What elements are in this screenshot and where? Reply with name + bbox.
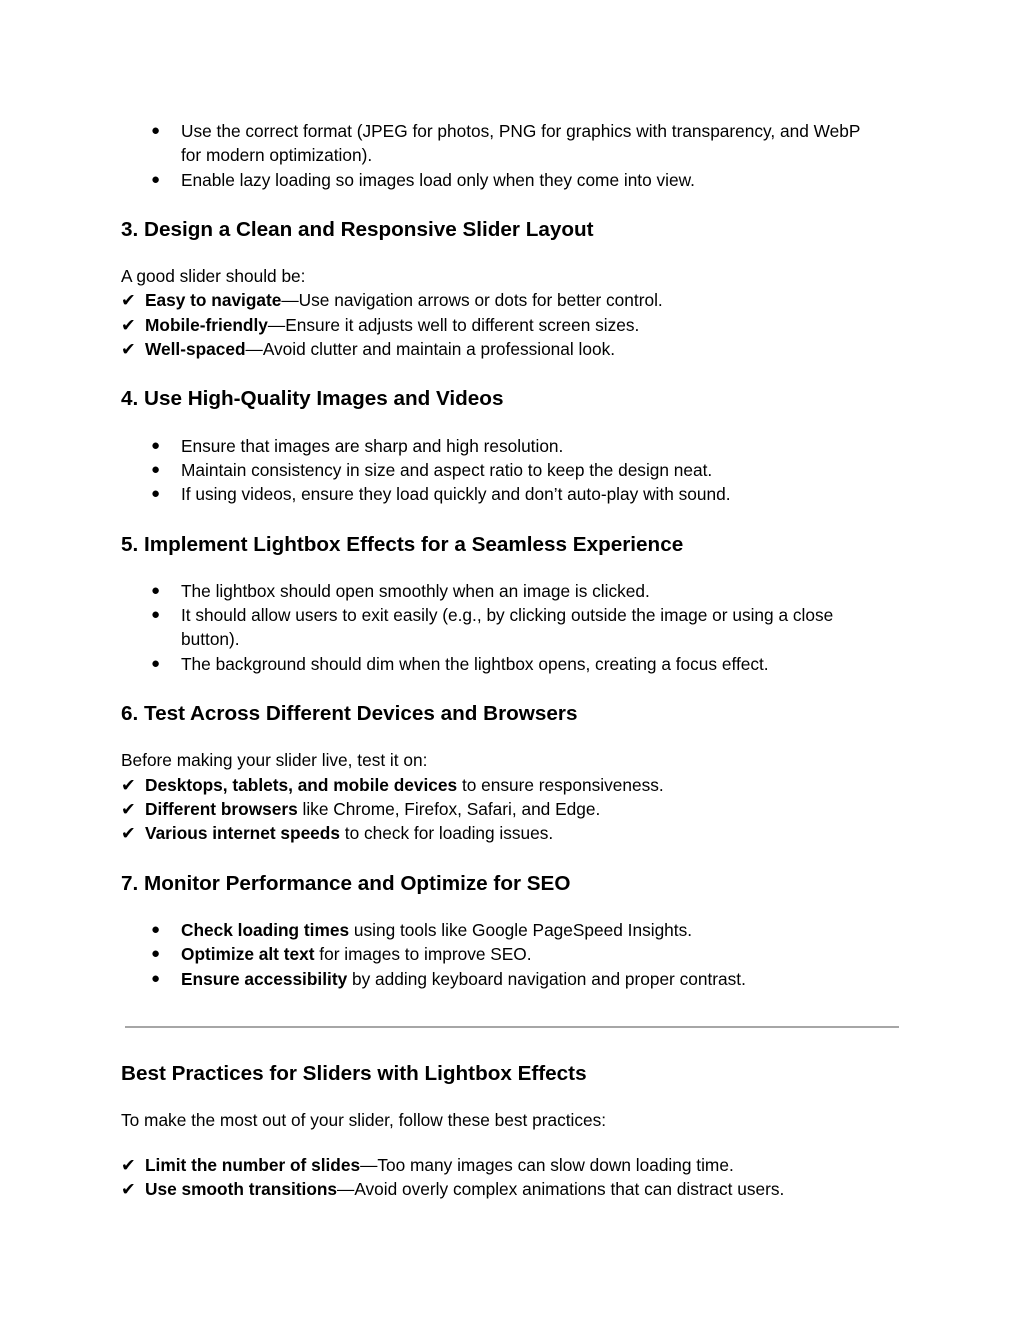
section-heading: 5. Implement Lightbox Effects for a Seamless Experience <box>121 533 684 556</box>
list-item: Ensure that images are sharp and high resolution. <box>181 436 564 456</box>
checkmark-icon: ✔ <box>121 823 136 843</box>
bullet-icon: ● <box>151 122 161 139</box>
bullet-icon: ● <box>151 461 161 478</box>
horizontal-divider <box>125 1026 899 1028</box>
list-item-bold: Ensure accessibility <box>181 969 348 989</box>
check-item <box>121 337 615 361</box>
section-heading: 7. Monitor Performance and Optimize for SEO <box>121 872 571 895</box>
bullet-icon: ● <box>151 921 161 938</box>
list-item-bold: Optimize alt text <box>181 944 315 964</box>
check-item-bold: Well-spaced <box>145 339 246 359</box>
bullet-icon: ● <box>151 945 161 962</box>
check-item-bold: Mobile-friendly <box>145 315 268 335</box>
bullet-icon: ● <box>151 485 161 502</box>
check-item-text: —Ensure it adjusts well to different screen sizes. <box>267 315 640 335</box>
checkmark-icon: ✔ <box>121 799 136 819</box>
check-item <box>121 313 639 337</box>
list-item: Enable lazy loading so images load only when they come into view. <box>181 170 695 190</box>
section-heading: Best Practices for Sliders with Lightbox Effects <box>121 1062 587 1085</box>
bullet-icon: ● <box>151 437 161 454</box>
check-item-bold: Desktops, tablets, and mobile devices <box>145 775 458 795</box>
section-heading: 4. Use High-Quality Images and Videos <box>121 387 504 410</box>
section-intro: A good slider should be: <box>121 266 306 286</box>
check-item-text: to ensure responsiveness. <box>457 775 664 795</box>
checkmark-icon: ✔ <box>121 1155 136 1175</box>
checkmark-icon: ✔ <box>121 775 136 795</box>
list-item <box>181 967 746 991</box>
list-item <box>181 942 532 966</box>
section-heading: 6. Test Across Different Devices and Browsers <box>121 702 578 725</box>
bullet-icon: ● <box>151 970 161 987</box>
check-item-bold: Different browsers <box>145 799 298 819</box>
section-heading: 3. Design a Clean and Responsive Slider Layout <box>121 218 594 241</box>
checkmark-icon: ✔ <box>121 315 136 335</box>
check-item-text: —Avoid overly complex animations that can distract users. <box>337 1179 785 1199</box>
checkmark-icon: ✔ <box>121 290 136 310</box>
list-item: Use the correct format (JPEG for photos, PNG for graphics with transparency, and WebP for modern optimization). <box>181 121 861 165</box>
bullet-icon: ● <box>151 655 161 672</box>
check-item <box>121 288 663 312</box>
list-item-text: by adding keyboard navigation and proper contrast. <box>347 969 746 989</box>
list-item: The background should dim when the lightbox opens, creating a focus effect. <box>181 654 769 674</box>
check-item-text: like Chrome, Firefox, Safari, and Edge. <box>297 799 601 819</box>
check-item <box>121 821 553 845</box>
check-item-bold: Use smooth transitions <box>145 1179 338 1199</box>
list-item: If using videos, ensure they load quickly and don’t auto-play with sound. <box>181 484 731 504</box>
bullet-icon: ● <box>151 606 161 623</box>
checkmark-icon: ✔ <box>121 1179 136 1199</box>
check-item-bold: Easy to navigate <box>145 290 282 310</box>
list-item-text: for images to improve SEO. <box>314 944 532 964</box>
check-item-text: —Too many images can slow down loading time. <box>360 1155 734 1175</box>
bullet-icon: ● <box>151 171 161 188</box>
check-item <box>121 773 664 797</box>
check-item <box>121 1177 784 1201</box>
check-item-text: —Use navigation arrows or dots for better control. <box>281 290 663 310</box>
list-item-text: using tools like Google PageSpeed Insights. <box>349 920 693 940</box>
section-intro: To make the most out of your slider, follow these best practices: <box>121 1110 607 1130</box>
check-item <box>121 797 600 821</box>
list-item: It should allow users to exit easily (e.g., by clicking outside the image or using a close button). <box>181 605 834 649</box>
check-item <box>121 1153 734 1177</box>
check-item-bold: Various internet speeds <box>145 823 340 843</box>
check-item-text: to check for loading issues. <box>339 823 554 843</box>
checkmark-icon: ✔ <box>121 339 136 359</box>
list-item: The lightbox should open smoothly when an image is clicked. <box>181 581 650 601</box>
check-item-bold: Limit the number of slides <box>145 1155 361 1175</box>
list-item: Maintain consistency in size and aspect ratio to keep the design neat. <box>181 460 713 480</box>
check-item-text: —Avoid clutter and maintain a professional look. <box>245 339 616 359</box>
section-intro: Before making your slider live, test it on: <box>121 750 428 770</box>
list-item-bold: Check loading times <box>181 920 350 940</box>
list-item <box>181 918 692 942</box>
bullet-icon: ● <box>151 582 161 599</box>
